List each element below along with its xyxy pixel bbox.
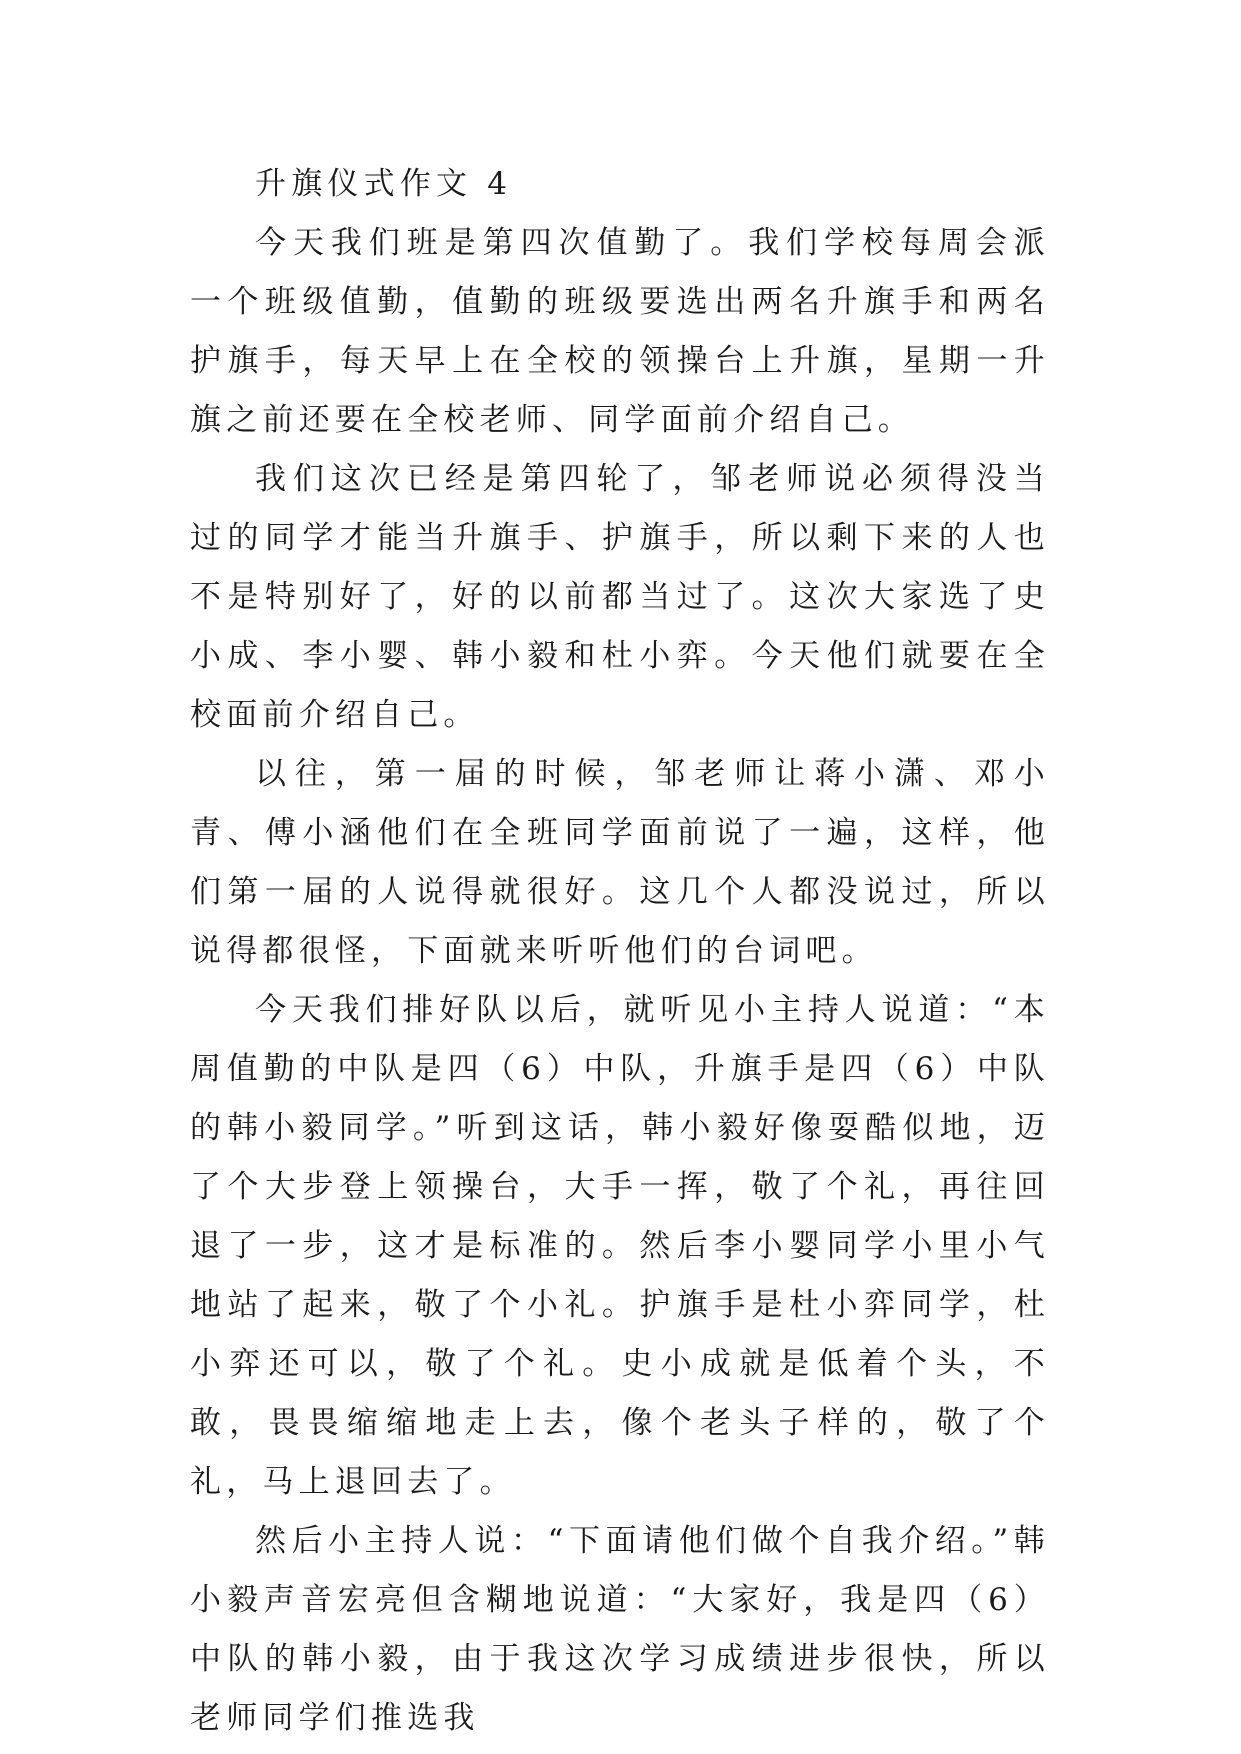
paragraph-2: 我们这次已经是第四轮了，邹老师说必须得没当过的同学才能当升旗手、护旗手，所以剩下来的人也不是特别好了，好的以前都当过了。这次大家选了史小成、李小婴、韩小毅和杜小弈。今天他们就要在全校面前介绍自己。	[190, 461, 1050, 733]
document-title: 升旗仪式作文 4	[255, 166, 513, 202]
document-body	[190, 155, 1050, 1748]
paragraph-4: 今天我们排好队以后，就听见小主持人说道：“本周值勤的中队是四（6）中队，升旗手是四（6）中队的韩小毅同学。”听到这话，韩小毅好像耍酷似地，迈了个大步登上领操台，大手一挥，敬了个礼，再往回退了一步，这才是标准的。然后李小婴同学小里小气地站了起来，敬了个小礼。护旗手是杜小弈同学，杜小弈还可以，敬了个礼。史小成就是低着个头，不敢，畏畏缩缩地走上去，像个老头子样的，敬了个礼，马上退回去了。	[190, 992, 1050, 1500]
paragraph-3: 以往，第一届的时候，邹老师让蒋小潇、邓小青、傅小涵他们在全班同学面前说了一遍，这样，他们第一届的人说得就很好。这几个人都没说过，所以说得都很怪，下面就来听听他们的台词吧。	[190, 756, 1050, 969]
paragraph-1: 今天我们班是第四次值勤了。我们学校每周会派一个班级值勤，值勤的班级要选出两名升旗手和两名护旗手，每天早上在全校的领操台上升旗，星期一升旗之前还要在全校老师、同学面前介绍自己。	[190, 225, 1050, 438]
paragraph-5: 然后小主持人说：“下面请他们做个自我介绍。”韩小毅声音宏亮但含糊地说道：“大家好，我是四（6）中队的韩小毅，由于我这次学习成绩进步很快，所以老师同学们推选我	[190, 1523, 1050, 1736]
